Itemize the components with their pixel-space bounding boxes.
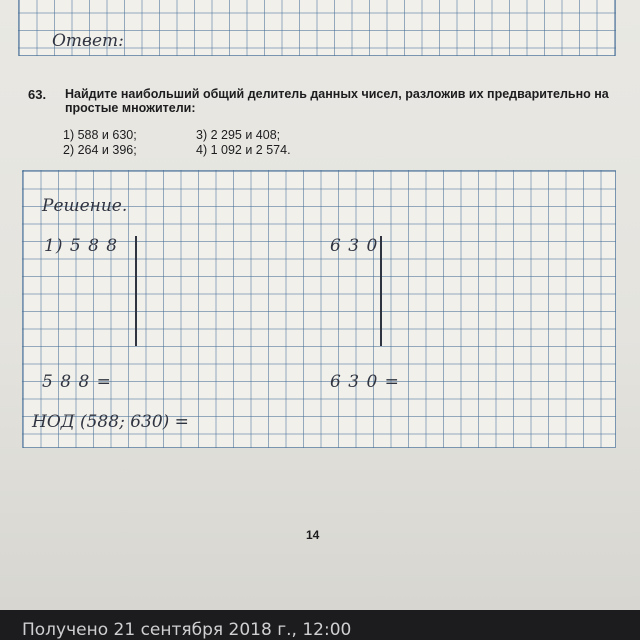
gcd-result: НОД (588; 630) =: [32, 412, 189, 432]
task-text: Найдите наибольший общий делитель данных чисел, разложив их предварительно на простые множители:: [65, 87, 609, 115]
answer-label: Ответ:: [52, 31, 124, 51]
option-2: 2) 264 и 396;: [63, 143, 137, 157]
task-number: 63.: [28, 87, 47, 102]
option-4: 4) 1 092 и 2 574.: [196, 143, 291, 157]
factorization-630-divider: [380, 236, 382, 346]
task-options-right: [196, 128, 291, 158]
option-3: 3) 2 295 и 408;: [196, 128, 281, 142]
option-1: 1) 588 и 630;: [63, 128, 137, 142]
factorization-588-label: 1) 5 8 8: [44, 236, 119, 256]
result-630: 6 3 0 =: [330, 372, 400, 392]
received-caption: Получено 21 сентября 2018 г., 12:00: [22, 620, 352, 640]
result-588: 5 8 8 =: [42, 372, 112, 392]
factorization-630-label: 6 3 0: [330, 236, 379, 256]
page-number: 14: [306, 528, 320, 542]
solution-label: Решение.: [42, 196, 128, 216]
task-options-left: [63, 128, 137, 158]
factorization-588-divider: [135, 236, 137, 346]
